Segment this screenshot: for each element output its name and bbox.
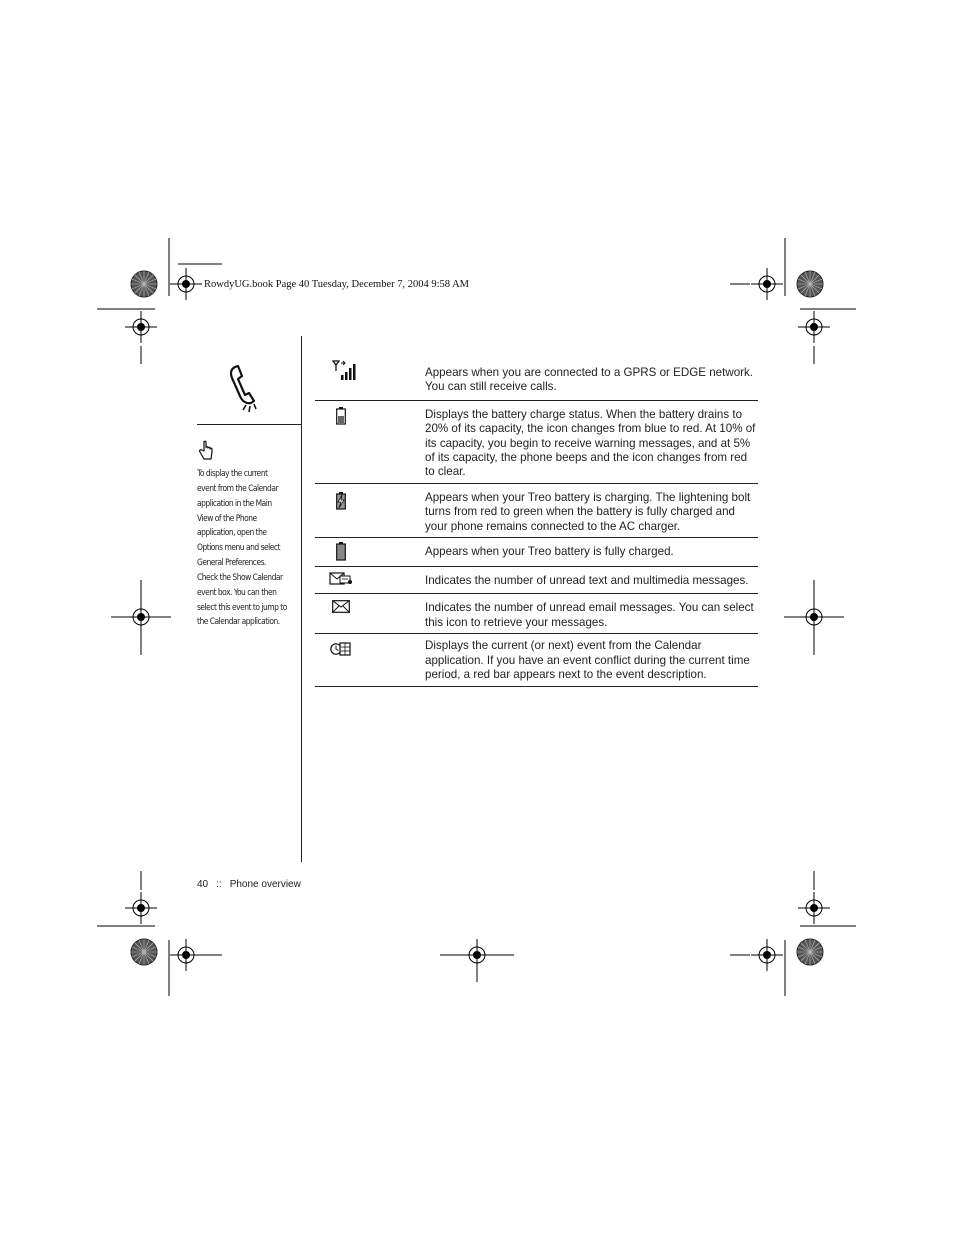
battery-full-icon (336, 542, 346, 561)
table-row (315, 567, 758, 594)
row-description: Displays the battery charge status. When the battery drains to 20% of its capacity, the icon changes from blue to red. At 10% of its capacity, you begin to receive warning messages, and at 5% of its capacity, the phone beeps and the icon changes from red to clear. (425, 400, 758, 483)
table-row (315, 357, 758, 400)
footer-separator: :: (216, 879, 222, 890)
row-description: Indicates the number of unread email messages. You can select this icon to retrieve your messages. (425, 594, 758, 634)
row-description: Appears when you are connected to a GPRS or EDGE network. You can still receive calls. (425, 357, 758, 400)
margin-divider (301, 336, 302, 862)
table-row (315, 538, 758, 567)
print-header: RowdyUG.book Page 40 Tuesday, December 7, 2004 9:58 AM (204, 279, 470, 290)
row-description: Indicates the number of unread text and multimedia messages. (425, 567, 758, 594)
page-footer (197, 879, 301, 890)
email-envelope-icon (332, 600, 350, 613)
section-title: Phone overview (229, 879, 301, 890)
row-description: Displays the current (or next) event from the Calendar application. If you have an event conflict during the current time period, a red bar appears next to the event description. (425, 634, 758, 686)
row-description: Appears when your Treo battery is charging. The lightening bolt turns from red to green when the battery is fully charged and your phone remains connected to the AC charger. (425, 483, 758, 537)
tip-text: To display the current event from the Calendar application in the Main View of the Phone application, open the Options menu and select General Preferences. Check the Show Calendar event box. You can then select this event to jump to the Calendar application. (197, 468, 287, 627)
gprs-signal-icon (331, 360, 357, 382)
sidebar-divider (197, 424, 301, 425)
table-row (315, 400, 758, 483)
page-number: 40 (197, 879, 209, 890)
battery-level-icon (336, 407, 346, 425)
status-icon-table (315, 357, 758, 687)
battery-charging-icon (335, 492, 347, 510)
table-row (315, 483, 758, 537)
table-row (315, 634, 758, 686)
calendar-event-icon (330, 641, 352, 657)
pointing-hand-icon (197, 440, 215, 462)
phone-handset-icon (226, 363, 264, 415)
text-multimedia-message-icon (329, 571, 353, 587)
row-description: Appears when your Treo battery is fully charged. (425, 538, 758, 567)
table-row (315, 594, 758, 634)
